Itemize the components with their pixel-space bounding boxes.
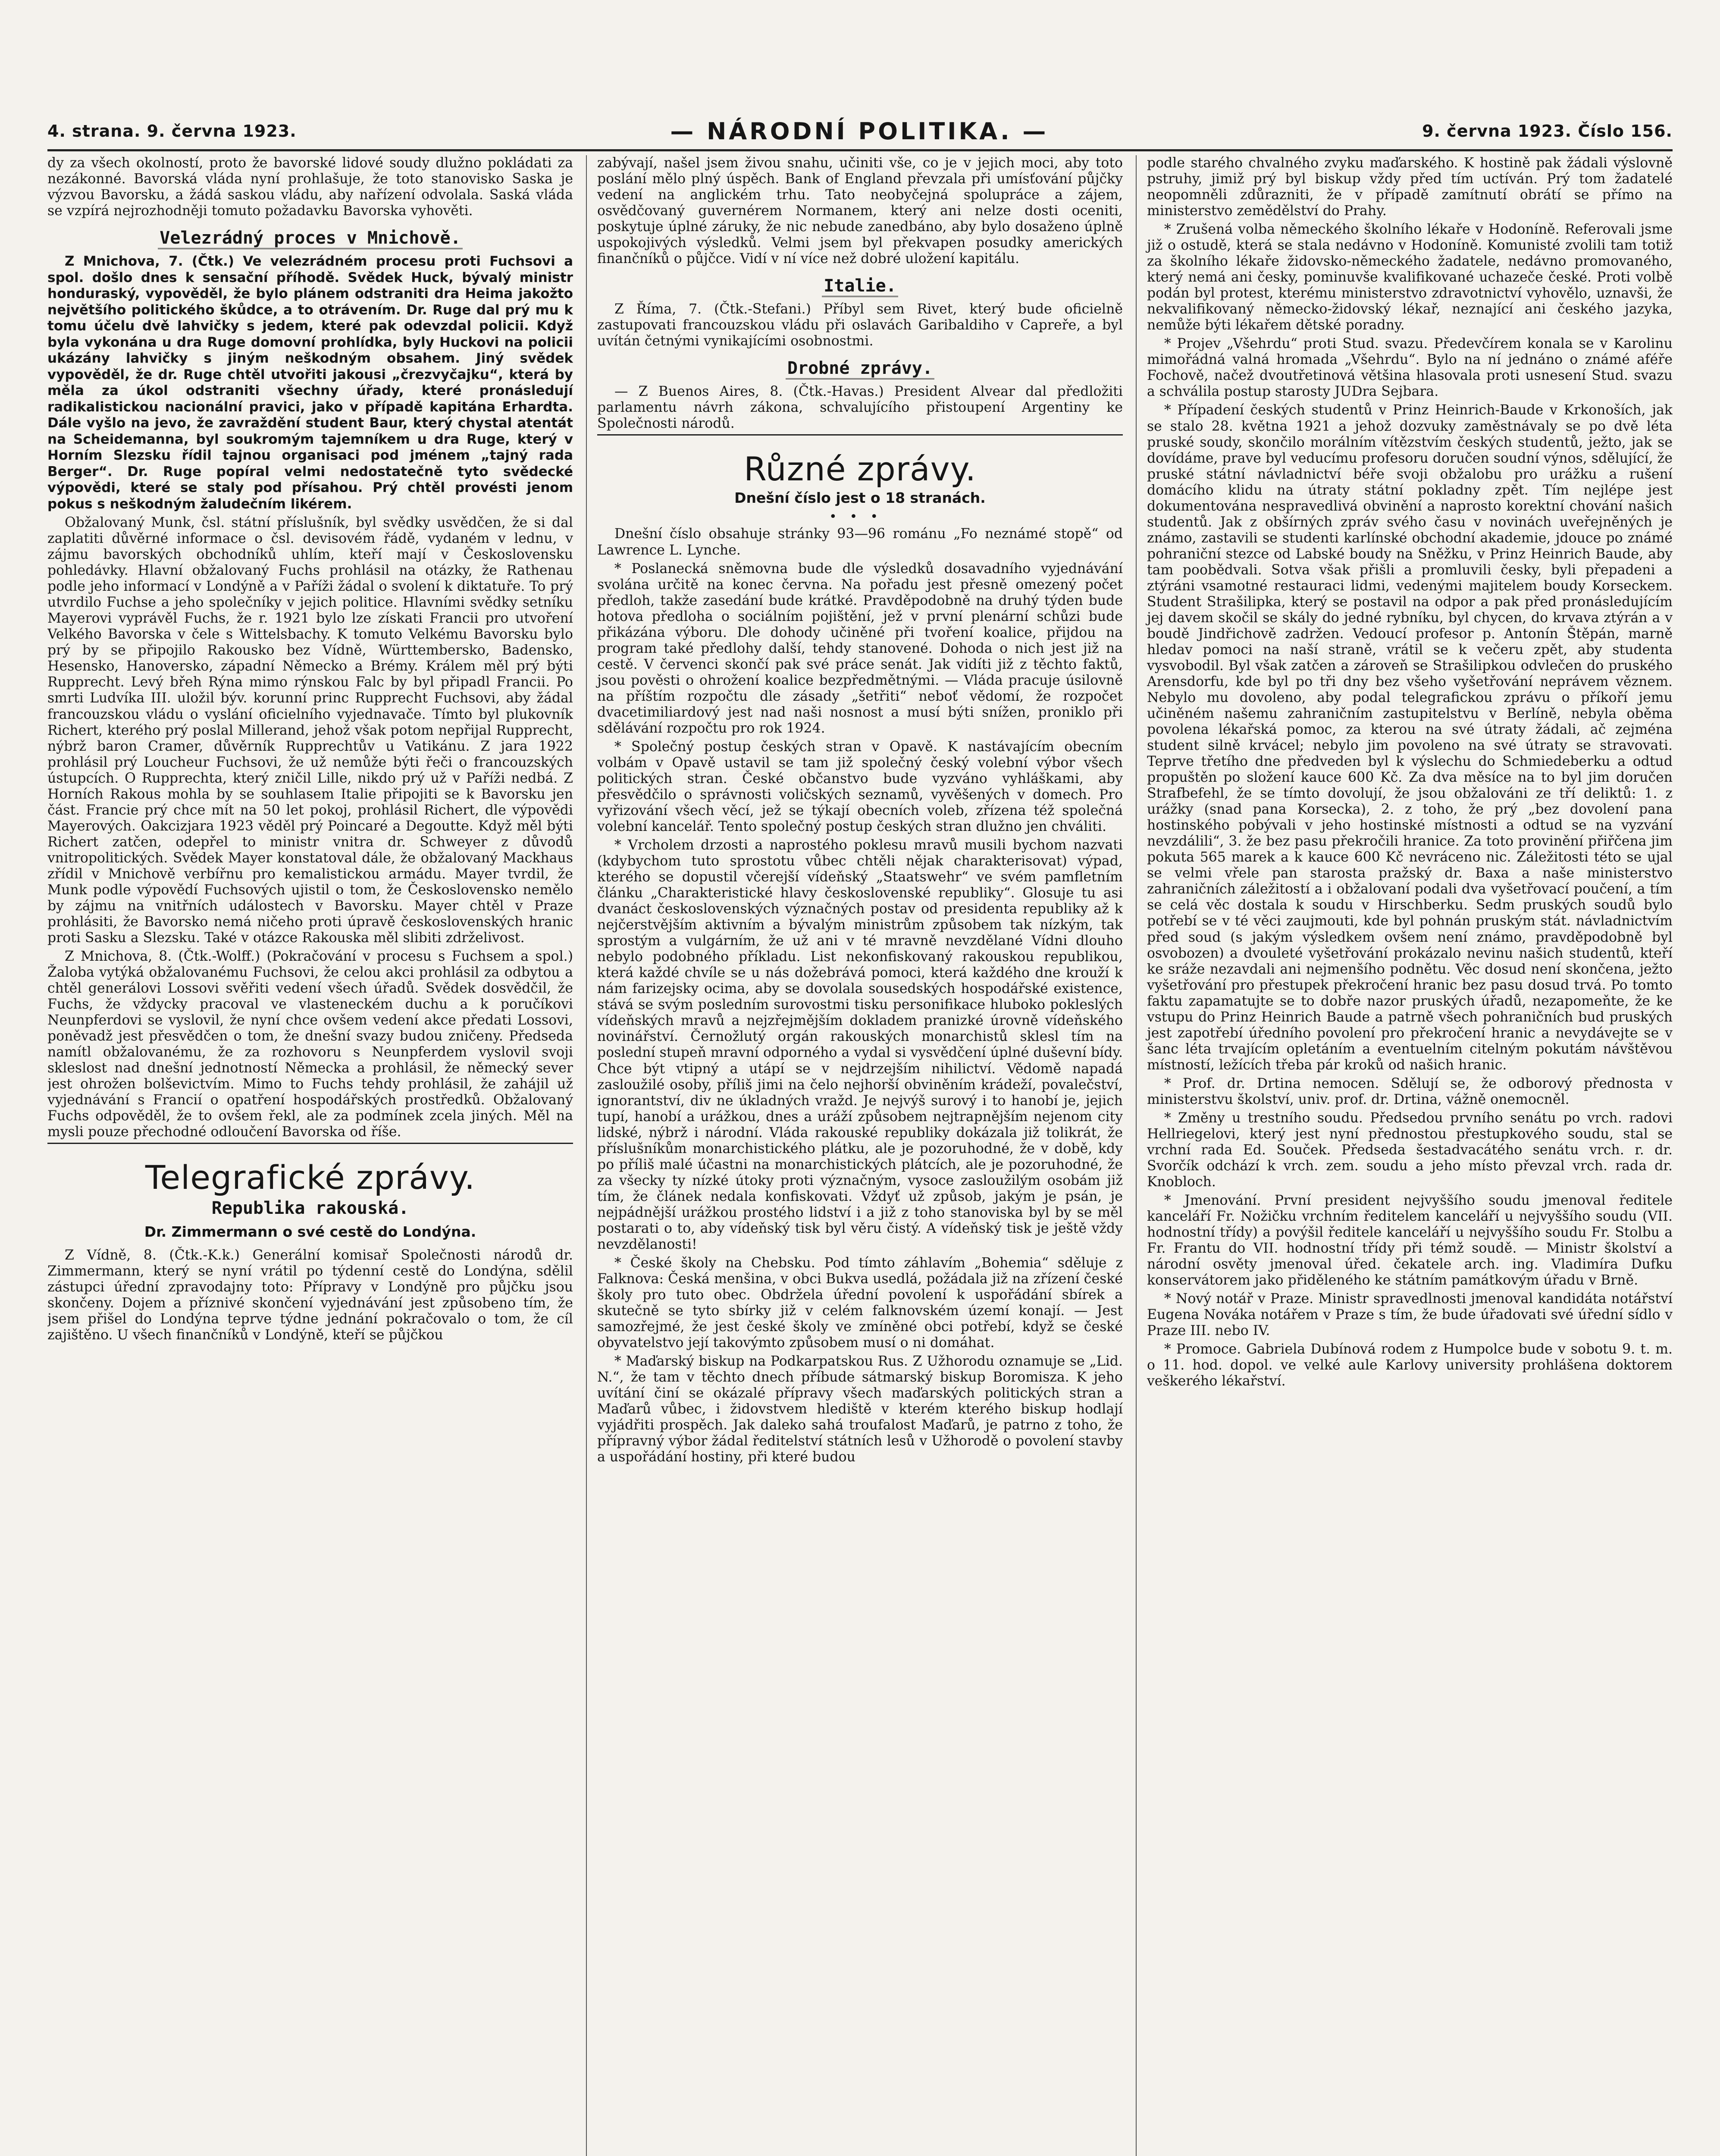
article-text: Z Mnichova, 8. (Čtk.-Wolff.) (Pokračování v procesu s Fuchsem a spol.) Žaloba vytýká obžalovanému Fuchsovi, že celou akci prohlásil za odbytou a chtěl generálovi Lossovi svěřiti vedení všech úřadů. Svědek dosvědčil, že Fuchs, že vždycky pracoval ve vlasteneckém duchu a k poručíkovi Neunpferdovi se vyslovil, že nyní chce ovšem vedení akce předati Lossovi, poněvadž jest přesvědčen o tom, že dnešní svazy budou zničeny. Předseda namítl obžalovanému, že za rozhovoru s Neunpferdem vyslovil svoji skleslost nad dnešní jednotností Německa a prohlásil, že německý sever jest ohrožen bolševictvím. Mimo to Fuchs tehdy prohlásil, že zahájil už vyjednávání s Francií o opatření hospodářských prostředků. Obžalovaný Fuchs odpověděl, že to ovšem řekl, ale za podmínek zcela jiných. Měl na mysli pouze přechodné odloučení Bavorska od říše.	[47, 948, 573, 1140]
article-text: Z Vídně, 8. (Čtk.-K.k.) Generální komisař Společnosti národů dr. Zimmermann, který se nyní vrátil po týdenní cestě do Londýna, sdělil zástupci úřední zpravodajny toto: Přípravy v Londýně pro půjčku jsou skončeny. Dojem a příznivé skončení vyjednávání jest způsobeno tím, že jsem přišel do Londýna teprve týdne jednání pokračovalo o tom, že cíl zajištěno. U všech finančníků v Londýně, kteří se půjčkou	[47, 1247, 573, 1343]
section-rule	[597, 434, 1123, 436]
article-text: * Změny u trestního soudu. Předsedou prvního senátu po vrch. radovi Hellriegelovi, který jest nyní přednostou přestupkového soudu, stal se vrchní rada Ed. Souček. Předseda šestadvacátého senátu vrch. r. dr. Svorčík odchází k vrch. zem. soudu a jeho místo převzal vrch. rada dr. Knobloch.	[1147, 1110, 1673, 1190]
article-text: * Poslanecká sněmovna bude dle výsledků dosavadního vyjednávání svolána určitě na konec června. Na pořadu jest přesně omezený počet předloh, takže zasedání bude krátké. Pravděpodobně na druhý týden bude hotova předloha o sociálním pojištění, jež v první plenární schůzi bude přikázána výboru. Dle dohody učiněné při tvoření koalice, přijdou na program také předlohy další, tehdy stanovené. Dohoda o nich jest již na cestě. V červenci skončí pak své práce senát. Jak vidíti již z těchto faktů, jsou pověsti o ohrožení koalice bezpředmětnými. — Vláda pracuje úsilovně na příštím rozpočtu dle zásady „šetřiti“ neboť vědomí, že rozpočet dvacetimiliardový jest nad naši nosnost a musí býti snížen, proniklo při sdělávání rozpočtu pro rok 1924.	[597, 561, 1123, 736]
article-text: * Společný postup českých stran v Opavě. K nastávajícím obecním volbám v Opavě ustavil se tam již společný český volební výbor všech politických stran. České občanstvo bude vyzváno vyhláškami, aby přesvědčilo o správnosti voličských seznamů, vyvěšených v domech. Pro vyřizování všech věcí, jež se týkají obecních voleb, zřízena též společná volební kancelář. Tento společný postup českých stran dlužno jen chváliti.	[597, 739, 1123, 835]
article-text: * Maďarský biskup na Podkarpatskou Rus. Z Užhorodu oznamuje se „Lid. N.“, že tam v těchto dnech příbude sátmarský biskup Boromisza. K jeho uvítání činí se okázalé přípravy všech maďarských politických stran a Maďarů vůbec, i židovstvem hlediště v kterém kterého biskup hodlají vyjádřiti prospěch. Jak daleko sahá troufalost Maďarů, je patrno z toho, že přípravný výbor žádal ředitelství státních lesů v Užhorodě o povolení stavby a uspořádání hostiny, při které budou	[597, 1354, 1123, 1465]
separator-stars: •••	[829, 509, 891, 525]
heading-telegraficke-zpravy: Telegrafické zprávy.	[145, 1158, 476, 1197]
masthead-rule	[47, 149, 1673, 151]
article-text: Obžalovaný Munk, čsl. státní příslušník, byl svědky usvědčen, že si dal zaplatiti důvěrné informace o čsl. devisovém řádě, vydaném v lednu, v zájmu bavorských obchodníků uhlím, kteří mají v Československu pohledávky. Hlavní obžalovaný Fuchs prohlásil na otázky, že Rathenau podle jeho informací v Londýně a v Paříži žádal o svolení k diktatuře. To prý utvrdilo Fuchse a jeho společníky v jejich politice. Hlavními svědky setníku Mayerovi vyprávěl Fuchs, že r. 1921 bylo lze získati Francii pro utvoření Velkého Bavorska v čele s Wittelsbachy. K tomuto Velkému Bavorsku bylo prý by se připojilo Rakousko bez Vídně, Württembersko, Badensko, Hesensko, Hanoversko, západní Německo a Brémy. Králem měl prý býti Rupprecht. Levý břeh Rýna mimo rýnskou Falc by byl připadl Francii. Po smrti Ludvíka III. uložil býv. korunní princ Rupprecht Fuchsovi, aby žádal francouzskou vládu o vyslání oficielního vyjednavače. Tímto byl plukovník Richert, kterého prý poslal Millerand, jehož však potom nepřijal Rupprecht, nýbrž baron Cramer, důvěrník Rupprechtův u Vatikánu. Z jara 1922 prohlásil prý Loucheur Fuchsovi, že už nemůže býti řeči o francouzských ústupcích. O Rupprechta, který zničil Lille, nikdo prý už v Paříži nedbá. Z Horních Rakous mohla by se souhlasem Italie připojiti se k Bavorsku jen část. Francie prý chce mít na 50 let pokoj, prohlásil Richert, dle výpovědi Mayerových. Oakcizjara 1923 věděl prý Poincaré a Degoutte. Když měl býti Richert zatčen, odepřel to ministr vnitra dr. Schweyer z důvodů vnitropolitických. Svědek Mayer konstatoval dále, že obžalovaný Mackhaus zřídil v Mnichově verbířnu pro kemalistickou armádu. Mayer tvrdil, že Munk podle výpovědí Fuchsových ujistil o tom, že Československo nemělo by zájmu na vnitřních událostech v Bavorsku. Mayer chtěl v Praze prohlásiti, že Bavorsko nemá ničeho proti úpravě československých hranic proti Sasku a Slezsku. Také v otázce Rakouska měl slibiti zdrželivost.	[47, 515, 573, 946]
article-text: * Jmenování. První president nejvyššího soudu jmenoval ředitele kanceláří Fr. Nožičku vrchním ředitelem kanceláří u nejvyššího soudu (VII. hodnostní třídy) a povýšil ředitele kanceláří u nejvyššího soudu Fr. Stolbu a Fr. Frantu do VII. hodnostní třídy při témž soudě. — Ministr školství a národní osvěty jmenoval úřed. čekatele arch. ing. Vladimíra Dufku konservátorem jako přiděleného ke státním památkovým úřadu v Brně.	[1147, 1193, 1673, 1288]
article-text: * Projev „Všehrdu“ proti Stud. svazu. Předevčírem konala se v Karolinu mimořádná valná hromada „Všehrdu“. Bylo na ní jednáno o známé aféře Fochově, načež dvoutřetinová většina hlasovala proti usnesení Stud. svazu a schválila postup starosty JUDra Sejbara.	[1147, 336, 1673, 400]
subheading-dnesni-cislo: Dnešní číslo jest o 18 stranách.	[734, 489, 986, 507]
article-text: * Promoce. Gabriela Dubínová rodem z Humpolce bude v sobotu 9. t. m. o 11. hod. dopol. ve velké aule Karlovy university prohlášena doktorem veškerého lékařství.	[1147, 1341, 1673, 1389]
article-text: * Nový notář v Praze. Ministr spravedlnosti jmenoval kandidáta notářství Eugena Nováka notářem v Praze s tím, že bude úřadovati své úřední sídlo v Praze III. nebo IV.	[1147, 1291, 1673, 1339]
masthead	[47, 116, 1673, 147]
column-3	[1136, 155, 1673, 2156]
heading-ruzne-zpravy: Různé zprávy.	[744, 450, 976, 489]
heading-drobne-zpravy: Drobné zprávy.	[597, 359, 1123, 378]
article-text: Z Říma, 7. (Čtk.-Stefani.) Příbyl sem Rivet, který bude oficielně zastupovati francouzskou vládu při oslavách Garibaldiho v Capreře, a byl uvítán četnými vynikajícími osobnostmi.	[597, 301, 1123, 349]
article-text: Dnešní číslo obsahuje stránky 93—96 románu „Fo neznámé stopě“ od Lawrence L. Lynche.	[597, 526, 1123, 558]
article-text: dy za všech okolností, proto že bavorské lidové soudy dlužno pokládati za nezákonné. Bavorská vláda nyní prohlašuje, že toto stanovisko Saska je výzvou Bavorsku, a žádá saskou vládu, aby nařízení odvolala. Saská vláda se vzpírá nejrozhodněji tomuto požadavku Bavorska vyhověti.	[47, 155, 573, 219]
header-right: 9. června 1923. Číslo 156.	[1422, 122, 1673, 141]
article-text: * Prof. dr. Drtina nemocen. Sdělují se, že odborový přednosta v ministerstvu školství, univ. prof. dr. Drtina, vážně onemocněl.	[1147, 1075, 1673, 1107]
header-title: — NÁRODNÍ POLITIKA. —	[670, 117, 1049, 145]
article-text: * Zrušená volba německého školního lékaře v Hodoníně. Referovali jsme již o ostudě, která se stala nedávno v Hodoníně. Komunisté zvolili tam totiž za školního lékaře židovsko-německého žadatele, nedávno promovaného, který nemá ani česky, pominuvše kvalifikované uchazeče české. Proti volbě podán byl protest, kterému ministerstvo zdravotnictví vyhovělo, uznavši, že nekvalifikovaný německo-židovský lékař, neznající ani českého jazyka, nemůže býti lékařem dětské poradny.	[1147, 222, 1673, 333]
heading-italie: Italie.	[597, 276, 1123, 295]
article-text: * Případení českých studentů v Prinz Heinrich-Baude v Krkonoších, jak se stalo 28. května 1921 a jehož dozvuky zaměstnávaly se po dvě léta pruské soudy, skončilo morálním vítězstvím českých studentů, ježto, jak se dovídáme, prave byl veducímu profesoru doručen soudní výnos, sdělující, že pruské státní návladnictví béře svoji obžalobu pro urážku a rušení domácího klidu na útraty státní pokladny zpět. Tím nejlépe jest dokumentována nespravedlivá obvinění a naprosto korektní chování našich studentů. Jak z obšírných zpráv svého času v novinách uveřejněných je známo, zastavili se studenti karlínské obchodní akademie, jdouce po známé pohraniční stezce od Labské boudy na Sněžku, v Prinz Heinrich Baude, aby tam poobědvali. Sotva však přišli a promluvili česky, byli přepadeni a ztýráni vsamotné restauraci lidmi, vedenými majitelem boudy Korseckem. Student Strašilipka, který se postavil na odpor a pak před pronásledujícím jej davem skočil se skály do jedné rybníku, byl chycen, do krvava ztýrán a v boudě Jindřichově zadržen. Vedoucí profesor p. Antonín Štěpán, marně hledav pomoci na naší straně, vrátil se k večeru zpět, aby studenta vysvobodil. Byl však zatčen a zároveň se Strašilipkou odvlečen do pruského Arensdorfu, kde byl po tři dny bez všeho vyšetřování neprávem věznem. Nebylo mu dovoleno, aby podal telegrafickou zprávu o příkoří jemu učiněném našemu zahraničním zastupitelstvu v Berlíně, nebyla oběma povolena lékařská pomoc, za kterou na své útraty žádali, ač zejména student silně krvácel; nebylo jim povoleno na své útraty se stravovati. Teprve třetího dne předveden byl k výslechu do Schmiedeberku a odtud propuštěn po složení kauce 600 Kč. Za dva měsíce na to byl jim doručen Strafbefehl, že se tímto dovolují, že jsou obžalováni ze tří deliktů: 1. z urážky (snad pana Korsecka), 2. z toho, že prý „bez dovolení pana hostinského pobývali v jeho hostinské místnosti a odtud se na vyzvání nevzdálili“, 3. že bez pasu překročili hranice. Za toto provinění přiřčena jim pokuta 565 marek a k kauce 600 Kč nevráceno nic. Záležitosti této se ujal se velmi vřele pan starosta pražský dr. Baxa a naše ministerstvo zahraničních záležitostí a i obžalovaní podali dva vyšetřovací poučení, a tím se celá věc dostala k soudu v Hirschberku. Sedm pruských soudů bylo potřebí se v té věci zaujmouti, kde byl pohnán pruským stát. návladnictvím před soud (s jakým výsledkem ovšem není známo, pravděpodobně byl osvobozen) a dvouleté vyšetřování prokázalo nevinu našich studentů, kteří ke sráže nezavdali ani nejmenšího podnětu. Věc dosud není skončena, ježto vyšetřování pro přestupek překročení hranic bez pasu dosud trvá. Po tomto faktu zapamatujte se to dobře nazor pruských úřadů, nezapomeňte, že ke vstupu do Prinz Heinrich Baude a patrně všech pohraničních bud pruských jest zapotřebí úředního povolení pro překročení hranic a nevydávejte se v šanc léta trvajícím opletáním a eventuelním citelným pokutám návštěvou místností, ležících třeba pár kroků od našich hranic.	[1147, 402, 1673, 1073]
header-left: 4. strana. 9. června 1923.	[47, 122, 297, 141]
article-text: * České školy na Chebsku. Pod tímto záhlavím „Bohemia“ sděluje z Falknova: Česká menšina, v obci Bukva usedlá, požádala již na zřízení české školy pro tuto obec. Obdržela úřední povolení k uspořádání sbírek a skutečně se tyto sbírky již v celém falknovském území konají. — Jest samozřejmé, že jest české školy ve zmíněné obci potřebí, když se české obyvatelstvo její takovýmto způsobem musí o ni domáhat.	[597, 1255, 1123, 1351]
article-text: podle starého chvalného zvyku maďarského. K hostině pak žádali výslovně pstruhy, jimiž prý byl biskup vždy před tím uctíván. Prý tom žadatelé neopomněli zdůrazniti, že v případě zamítnutí obrátí se přímo na ministerstvo zemědělství do Prahy.	[1147, 155, 1673, 219]
column-1	[47, 155, 573, 2156]
article-lead: Z Mnichova, 7. (Čtk.) Ve velezrádném procesu proti Fuchsovi a spol. došlo dnes k sensační příhodě. Svědek Huck, bývalý ministr honduraský, vypověděl, že bylo plánem odstraniti dra Heima jakožto největšího politického škůdce, a to otrávením. Dr. Ruge dal prý mu k tomu účelu dvě lahvičky s jedem, které pak odevzdal policii. Když byla vykonána u dra Ruge domovní prohlídka, byly Huckovi na policii ukázány lahvičky s jiným neškodným obsahem. Jiný svědek vypověděl, že dr. Ruge chtěl utvořiti jakousi „črezvyčajku“, která by měla za úkol odstraniti všechny úřady, které pronásledují radikalistickou nacionální pravici, jako v případě kapitána Erhardta. Dále vyšlo na jevo, že zavraždění student Baur, který chystal atentát na Scheidemanna, byl soukromým tajemníkem u dra Ruge, který v Horním Slezsku řídil tajnou organisaci pod jménem „tajný rada Berger“. Dr. Ruge popíral velmi nedostatečně tyto svědecké výpovědi, které se staly pod přísahou. Prý chtěl provésti jenom pokus s neškodným žaludečním likérem.	[47, 254, 573, 512]
heading-velezradny-proces: Velezrádný proces v Mnichově.	[47, 229, 573, 248]
subheading-zimmermann: Dr. Zimmermann o své cestě do Londýna.	[144, 1223, 476, 1241]
columns	[47, 155, 1673, 2156]
article-text: — Z Buenos Aires, 8. (Čtk.-Havas.) President Alvear dal předložiti parlamentu návrh zákona, schvalujícího přistoupení Argentiny ke Společnosti národů.	[597, 384, 1123, 432]
article-text: zabývají, našel jsem živou snahu, učiniti vše, co je v jejich moci, aby toto poslání mělo plný úspěch. Bank of England převzala při umísťování půjčky vedení na anglickém trhu. Tato neobyčejná spolupráce a zájem, osvědčovaný guvernérem Normanem, který ani nelze dosti oceniti, poskytuje úplné záruky, že nic nebude zanedbáno, aby bylo dosaženo úplně uspokojivých výsledků. Velmi jsem byl překvapen posudky amerických finančníků o půjčce. Vidí v ní více než dobré uložení kapitálu.	[597, 155, 1123, 267]
section-rule	[47, 1143, 573, 1144]
subheading-republika-rakouska: Republika rakouská.	[211, 1198, 409, 1219]
article-text: * Vrcholem drzosti a naprostého poklesu mravů musili bychom nazvati (kdybychom tuto sprostotu vůbec chtěli nějak charakterisovat) výpad, kterého se dopustil včerejší vídeňský „Staatswehr“ ve svém pamfletním článku „Charakteristické hlavy československé republiky“. Glosuje tu asi dvanáct československých význačných postav od presidenta republiky až k nejčerstvějším aktivním a bývalým ministrům způsobem tak nízkým, tak sprostým a vulgárním, že už ani v té mravně nevzdělané Vídni dlouho nebylo podobného příkladu. List nekonfiskovaný rakouskou republikou, která každé chvíle se u nás dožebrává pomoci, která každého dne krouží k nám farizejsky ocima, aby se dovolala sousedských hospodářské existence, stává se svým posledním surovostmi tisku personifikace hluboko pokleslých vídeňských mravů a nejzřejmějším dokladem pranizké úrovně vídeňského novinářství. Černožlutý orgán rakouských monarchistů sklesl tím na poslední stupeň mravní odporného a vydal si vysvědčení úplné duševní bídy. Chce být vtipný a utápí se v nejdrzejším nihilictví. Vědomě napadá zasloužilé osoby, příliš jimi na čelo nejhorší obviněním krádeží, povalečství, ignorantství, div ne úkladných vražd. Je nejvýš surový i to hanobí je, jejich tupí, hanobí a urážkou, dnes a uráží způsobem nejtrapnějším nejenom city lidské, nýbrž i národní. Vláda rakouské republiky dokázala již tolikrát, že příslušníkům monarchistického plátku, ale je pozoruhodné, že v době, kdy po příliš malé účastni na monarchistických plátcích, ale je pozoruhodné, že za všecky ty nízké útoky proti význačným, vysoce zasloužilým osobám již tím, že článek nedala konfiskovati. Vždyť už způsob, jakým je psán, je nejpádnější urážkou prostého lidství i a již z toho stanoviska byl by se měl postarati o to, aby vídeňský tisk byl věru čistý. A vídeňský tisk je ještě vždy nevzdělanosti!	[597, 837, 1123, 1252]
column-2	[586, 155, 1123, 2156]
